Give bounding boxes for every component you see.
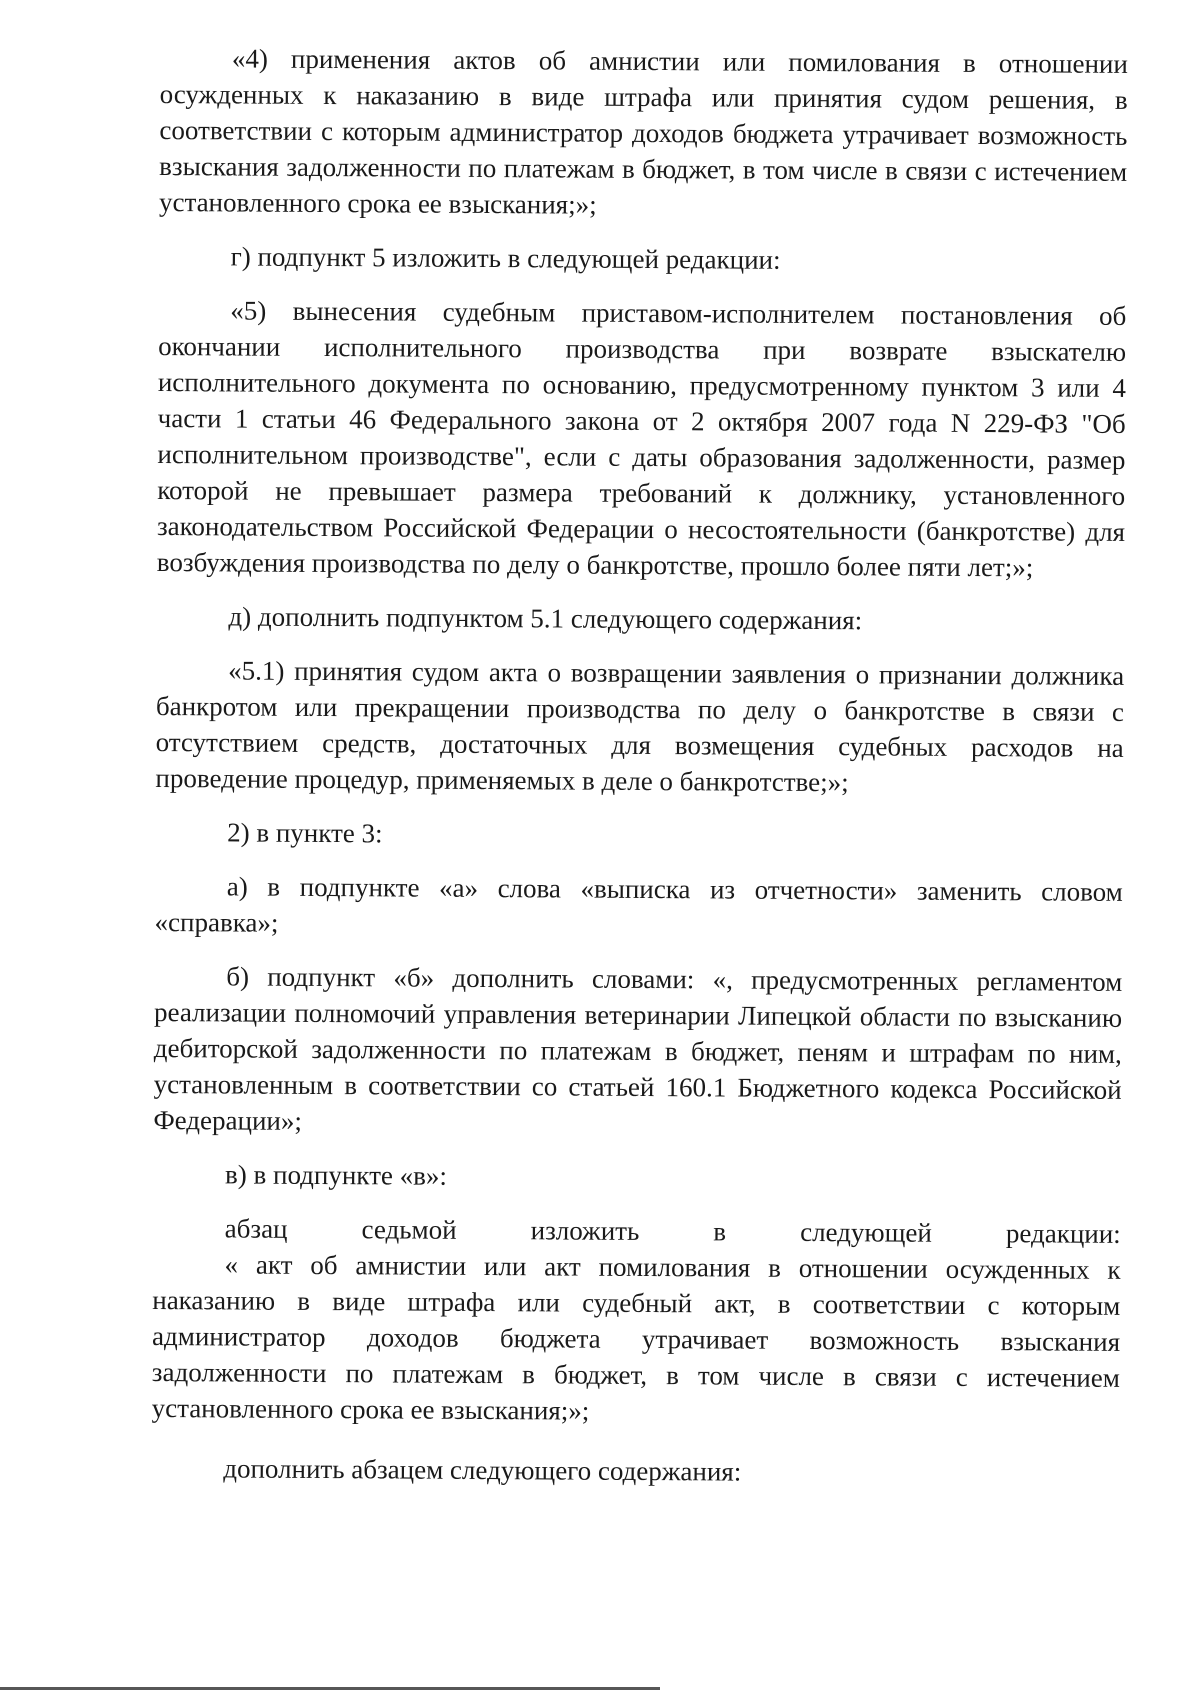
- scan-edge-line: [0, 1687, 660, 1690]
- paragraph-subitem-d: д) дополнить подпунктом 5.1 следующего содержания:: [228, 601, 863, 636]
- document-body: [151, 40, 1128, 1510]
- paragraph-point-2: 2) в пункте 3:: [227, 817, 383, 849]
- paragraph-item-5: «5) вынесения судебным приставом-исполнителем постановления об окончании исполнительного производства при возврате взыскателю исполнительного документа по основанию, предусмотренному пунктом 3 или 4 части 1 статьи 46 Федерального закона от 2 октября 2007 года N 229-ФЗ "Об исполнительном производстве", если с даты образования задолженности, размер которой не превышает размера требований к должнику, установленного законодательством Российской Федерации о несостоятельности (банкротстве) для возбуждения производства по делу о банкротстве, прошло более пяти лет;»;: [156, 295, 1127, 583]
- paragraph-item-4: «4) применения актов об амнистии или помилования в отношении осужденных к наказанию в виде штрафа или принятия судом решения, в соответствии с которым администратор доходов бюджета утрачивает возможность взыскания задолженности по платежам в бюджет, в том числе в связи с истечением установленного срока ее взыскания;»;: [158, 43, 1128, 220]
- paragraph-add-abzac: дополнить абзацем следующего содержания:: [223, 1453, 742, 1487]
- paragraph-subitem-v: в) в подпункте «в»:: [224, 1159, 448, 1191]
- paragraph-amnesty-act: « акт об амнистии или акт помилования в отношении осужденных к наказанию в виде штрафа или судебный акт, в соответствии с которым администратор доходов бюджета утрачивает возможность взыскания задолженности по платежам в бюджет, в том числе в связи с истечением установленного срока ее взыскания;»;: [151, 1249, 1121, 1426]
- paragraph-abzac-sedmoy: [153, 1210, 1121, 1252]
- paragraph-subitem-g: г) подпункт 5 изложить в следующей редакции:: [230, 241, 781, 275]
- paragraph-abzac-sedmoy-text: абзац седьмой изложить в следующей редакции:: [224, 1213, 1121, 1249]
- paragraph-item-5-1: «5.1) принятия судом акта о возвращении заявления о признании должника банкротом или прекращении производства по делу о банкротстве в связи с отсутствием средств, достаточных для возмещения судебных расходов на проведение процедур, применяемых в деле о банкротстве;»;: [155, 655, 1125, 798]
- paragraph-subitem-a: а) в подпункте «а» слова «выписка из отчетности» заменить словом «справка»;: [154, 871, 1123, 938]
- paragraph-subitem-b: б) подпункт «б» дополнить словами: «, предусмотренных регламентом реализации полномочий управления ветеринарии Липецкой области по взысканию дебиторской задолженности по платежам в бюджет, пеням и штрафам по ним, установленным в соответствии со статьей 160.1 Бюджетного кодекса Российской Федерации»;: [153, 961, 1123, 1136]
